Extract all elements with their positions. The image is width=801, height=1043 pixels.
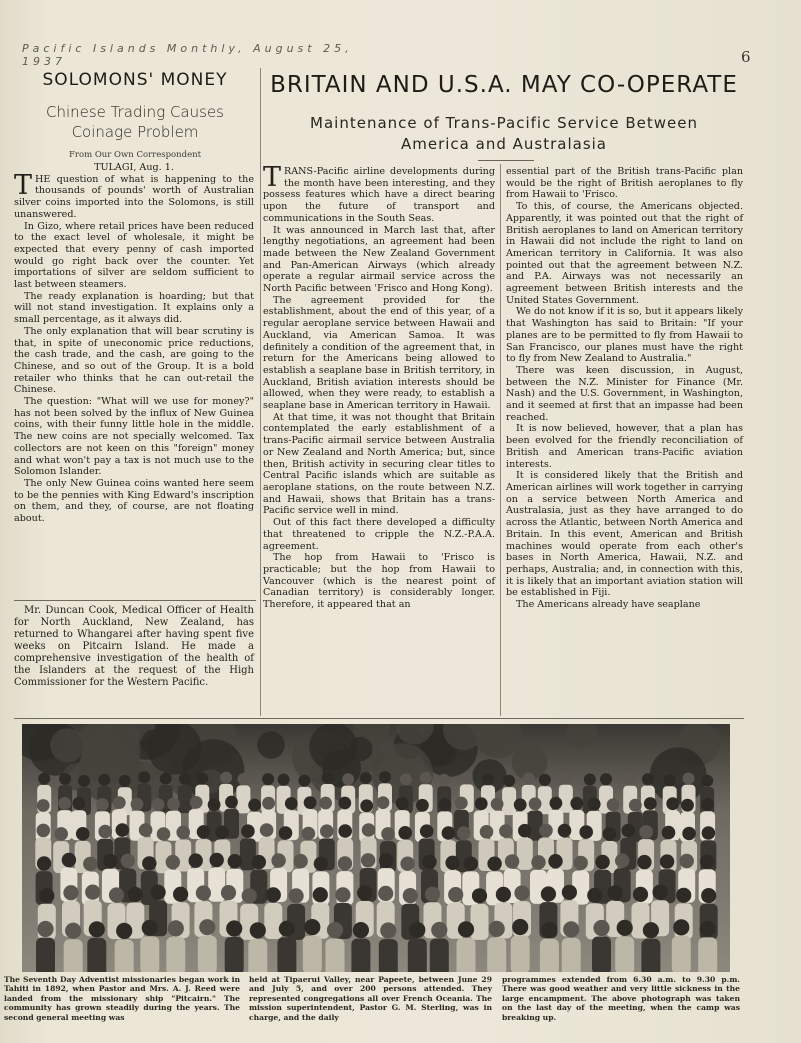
subhead-rule <box>478 160 534 161</box>
caption-text-1: The Seventh Day Adventist missionaries began work in Tahiti in 1892, when Pastor and Mrs. A. J. Reed were landed from the missionary ship "Pitcairn." The community has grown steadily during the years. The second general meeting was <box>4 975 240 1022</box>
left-divider <box>14 600 256 601</box>
left-article-body <box>14 162 254 525</box>
main-col1-para-1 <box>263 162 495 225</box>
photo-top-rule <box>14 718 744 719</box>
left-para-2: In Gizo, where retail prices have been reduced to the exact level of wholesale, it might be expected that every penny of cash imported would go right back over the counter. Yet importations of silver are seldom sufficient to last between steamers. <box>14 220 254 291</box>
left-para-6: The only New Guinea coins wanted here seem to be the pennies with King Edward's inscription on them, and they, of course, are not floating about. <box>14 477 254 525</box>
main-col2-para-1: essential part of the British trans-Pacific plan would be the right of British aeroplanes to fly from Hawaii to 'Frisco. <box>506 166 743 201</box>
left-note <box>14 605 254 689</box>
left-subhead-line-2: Coinage Problem <box>71 123 199 141</box>
column-rule-left <box>260 68 261 716</box>
caption-text-3: programmes extended from 6.30 a.m. to 9.30 p.m. There was good weather and very little sickness in the large encampment. The above photograph was taken on the last day of the meeting, when the camp was breaking up. <box>502 975 740 1022</box>
main-col2-para-7: The Americans already have seaplane <box>516 599 701 611</box>
masthead: Pacific Islands Monthly, August 25, 1937 <box>22 42 353 68</box>
left-para-1-text: HE question of what is happening to the thousands of pounds' worth of Australian silver coins imported into the Solomons, is still unanswered. <box>14 173 254 220</box>
main-article-headline: BRITAIN AND U.S.A. MAY CO-OPERATE <box>270 72 738 98</box>
dateline: TULAGI, Aug. 1. <box>94 162 174 173</box>
main-col2-para-2: To this, of course, the Americans objected. Apparently, it was pointed out that the right of British aeroplanes to land on American territory in Hawaii did not include the right to land on American territory in California. It was also pointed out that the agreement between N.Z. and P.A. Airways was not necessarily an agreement between British interests and the United States Government. <box>506 201 743 306</box>
byline: From Our Own Correspondent <box>68 150 201 160</box>
main-col2-para-6: It is considered likely that the British and American airlines will work together in carrying on a service between North America and Australasia, just as they have arranged to do across the Atlantic, between North America and Britain. In this event, American and British machines would operate from each other's bases in North America, Hawaii, N.Z. and perhaps, Australia; and, in connection with this, it is likely that an important aviation station will be established in Fiji. <box>506 470 743 599</box>
main-col1-para-4: At that time, it was not thought that Britain contemplated the early establishment of a trans-Pacific airmail service between Australia or New Zealand and North America; but, since then, British activity in securing clear titles to Central Pacific islands which are suitable as aeroplane stations, on the route between N.Z. and Hawaii, shows that Britain has a trans-Pacific service well in mind. <box>263 411 495 517</box>
main-col2-para-4: There was keen discussion, in August, between the N.Z. Minister for Finance (Mr. Nash) and the U.S. Government, in Washington, and it seemed at first that an impasse had been reached. <box>506 364 743 423</box>
left-para-3: The ready explanation is hoarding; but that will not stand investigation. It explains only a small percentage, as it always did. <box>14 290 254 326</box>
main-article-subhead <box>280 113 728 155</box>
main-col1-para-2: It was announced in March last that, after lengthy negotiations, an agreement had been made between the New Zealand Government and Pan-American Airways (which already operate a regular airmail service across the North Pacific between 'Frisco and Hong Kong). <box>263 224 495 295</box>
photo-caption-col-1 <box>4 975 240 1022</box>
left-para-5: The question: "What will we use for money?" has not been solved by the influx of New Guinea coins, with their funny little hole in the middle. The new coins are not specially welcomed. Tax collectors are not keen on this "foreign" money and what won't pay a tax is not much use to the Solomon Islander. <box>14 396 254 478</box>
left-para-4: The only explanation that will bear scrutiny is that, in spite of uneconomic price reductions, the cash trade, and the cash, are going to the Chinese, and so out of the Group. It is a bold retailer who thinks that he can out-retail the Chinese. <box>14 325 254 396</box>
main-subhead-line-1: Maintenance of Trans-Pacific Service Between <box>310 114 698 132</box>
main-col1-para-5: Out of this fact there developed a difficulty that threatened to cripple the N.Z.-P.A.A. agreement. <box>263 517 495 552</box>
main-col1-para-1-text: RANS-Pacific airline developments during the month have been interesting, and they possess features which have a direct bearing upon the future of transport and communications in the South Seas. <box>263 166 495 224</box>
main-article-column-1 <box>263 162 495 611</box>
main-col2-para-5: It is now believed, however, that a plan has been evolved for the friendly reconciliation of British and American trans-Pacific aviation interests. <box>506 423 743 470</box>
main-drop-cap: T <box>263 162 282 193</box>
page-number: 6 <box>741 48 751 66</box>
photo-caption-col-2 <box>249 975 492 1022</box>
photo-caption-col-3 <box>502 975 740 1022</box>
group-photograph <box>22 724 730 972</box>
left-subhead-line-1: Chinese Trading Causes <box>45 103 224 121</box>
main-col1-para-6: The hop from Hawaii to 'Frisco is practicable; but the hop from Hawaii to Vancouver (which is the nearest point of Canadian territory) is considerably longer. Therefore, it appeared that an <box>263 552 495 611</box>
column-rule-right <box>500 164 501 716</box>
left-article-headline: SOLOMONS' MONEY <box>42 70 228 90</box>
left-article-subhead <box>16 102 254 142</box>
photo-crowd-illustration <box>22 724 730 972</box>
drop-cap: T <box>14 169 33 201</box>
left-note-text: Mr. Duncan Cook, Medical Officer of Health for North Auckland, New Zealand, has returned to Whangarei after having spent five weeks on Pitcairn Island. He made a comprehensive investigation of the health of the Islanders at the request of the High Commissioner for the Western Pacific. <box>14 605 254 688</box>
main-article-column-2 <box>506 166 743 611</box>
caption-text-2: held at Tipaerui Valley, near Papeete, between June 29 and July 5, and over 200 persons attended. They represented congregations all over French Oceania. The mission superintendent, Pastor G. M. Sterling, was in charge, and the daily <box>249 975 492 1022</box>
main-col2-para-3: We do not know if it is so, but it appears likely that Washington has said to Britain: "If your planes are to be permitted to fly from Hawaii to San Francisco, our planes must have the right to fly from New Zealand to Australia." <box>506 306 743 365</box>
main-col1-para-3: The agreement provided for the establishment, about the end of this year, of a regular aeroplane service between Hawaii and Auckland, via American Samoa. It was definitely a condition of the agreement that, in return for the Americans being allowed to establish a seaplane base in British territory, in Auckland, British aviation interests should be allowed, when they were ready, to establish a seaplane base in American territory in Hawaii. <box>263 294 495 412</box>
left-para-1 <box>14 169 254 221</box>
main-subhead-line-2: America and Australasia <box>401 135 607 153</box>
